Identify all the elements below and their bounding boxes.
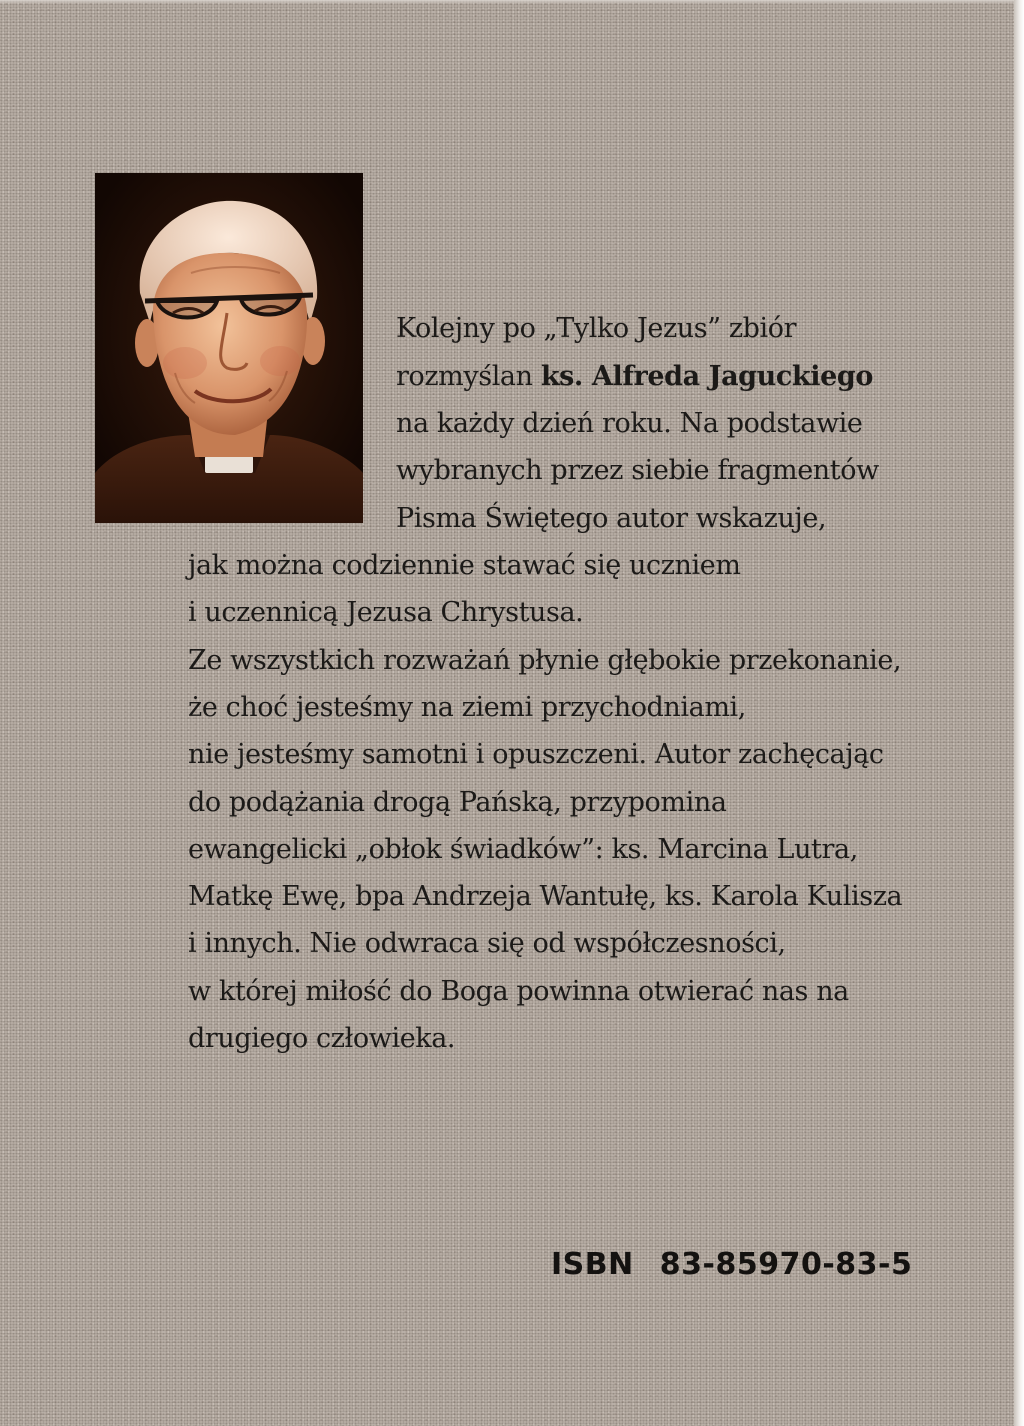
blurb-line-9: że choć jesteśmy na ziemi przychodniami, bbox=[188, 692, 746, 723]
blurb-line-2 bbox=[396, 360, 873, 394]
blurb-line-3: na każdy dzień roku. Na podstawie bbox=[396, 408, 863, 439]
blurb-line-15: w której miłość do Boga powinna otwierać nas na bbox=[188, 976, 849, 1007]
isbn-label: ISBN bbox=[551, 1247, 634, 1282]
blurb-line-7: i uczennicą Jezusa Chrystusa. bbox=[188, 597, 584, 628]
isbn-number: 83-85970-83-5 bbox=[659, 1247, 913, 1282]
blurb-line-14: i innych. Nie odwraca się od współczesności, bbox=[188, 928, 786, 959]
blurb-line-12: ewangelicki „obłok świadków”: ks. Marcina Lutra, bbox=[188, 834, 858, 865]
author-name: ks. Alfreda Jaguckiego bbox=[540, 361, 873, 392]
blurb-line-2-prefix: rozmyślan bbox=[396, 361, 541, 392]
blurb-line-8: Ze wszystkich rozważań płynie głębokie przekonanie, bbox=[188, 645, 902, 676]
blurb-line-1: Kolejny po „Tylko Jezus” zbiór bbox=[396, 313, 797, 344]
blurb-line-5: Pisma Świętego autor wskazuje, bbox=[396, 503, 827, 534]
blurb-line-4: wybranych przez siebie fragmentów bbox=[396, 455, 879, 486]
blurb-line-6: jak można codziennie stawać się uczniem bbox=[188, 550, 741, 581]
blurb-line-16: drugiego człowieka. bbox=[188, 1023, 456, 1054]
isbn-code bbox=[551, 1246, 912, 1284]
blurb-line-11: do podążania drogą Pańską, przypomina bbox=[188, 787, 727, 818]
blurb-line-13: Matkę Ewę, bpa Andrzeja Wantułę, ks. Karola Kulisza bbox=[188, 881, 903, 912]
blurb-line-10: nie jesteśmy samotni i opuszczeni. Autor zachęcając bbox=[188, 739, 884, 770]
